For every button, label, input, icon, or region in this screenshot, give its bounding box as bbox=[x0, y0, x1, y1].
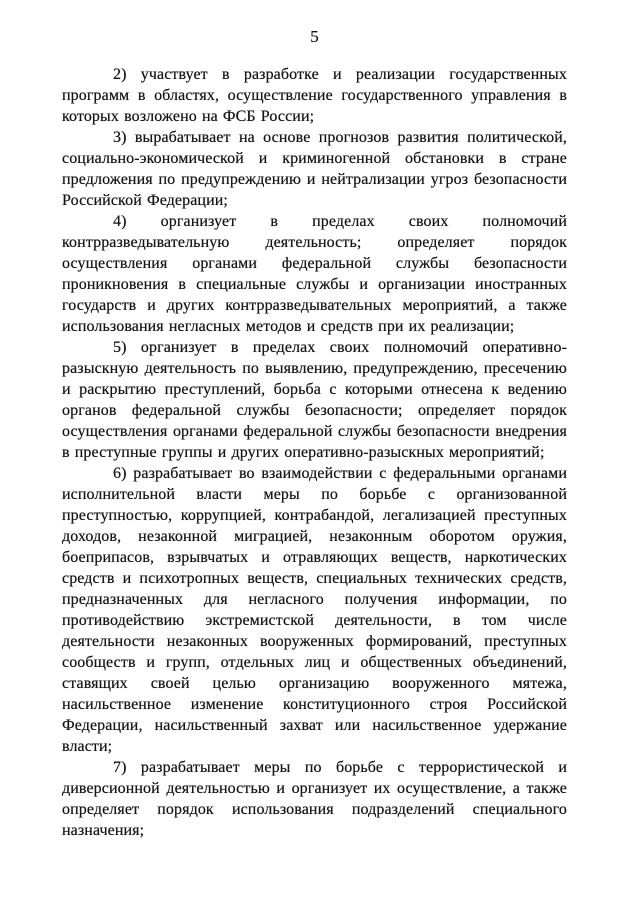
paragraph-item-3: 3) вырабатывает на основе прогнозов развития политической, социально-экономической и криминогенной обстановки в стране предложения по предупреждению и нейтрализации угроз безопасности Российской Федерации; bbox=[62, 129, 567, 209]
paragraph-item-4: 4) организует в пределах своих полномочий контрразведывательную деятельность; определяет порядок осуществления органами федеральной службы безопасности проникновения в специальные службы и организации иностранных государств и других контрразведывательных мероприятий, а также использования негласных методов и средств при их реализации; bbox=[62, 213, 567, 335]
page-number: 5 bbox=[310, 27, 319, 46]
paragraph-item-2: 2) участвует в разработке и реализации государственных программ в областях, осуществление государственного управления в которых возложено на ФСБ России; bbox=[62, 66, 567, 125]
document-body bbox=[62, 64, 567, 841]
paragraph-item-5: 5) организует в пределах своих полномочий оперативно-разыскную деятельность по выявлению, предупреждению, пресечению и раскрытию преступлений, борьба с которыми отнесена к ведению органов федеральной службы безопасности; определяет порядок осуществления органами федеральной службы безопасности внедрения в преступные группы и других оперативно-разыскных мероприятий; bbox=[62, 339, 567, 461]
paragraph-item-6: 6) разрабатывает во взаимодействии с федеральными органами исполнительной власти меры по борьбе с организованной преступностью, коррупцией, контрабандой, легализацией преступных доходов, незаконной миграцией, незаконным оборотом оружия, боеприпасов, взрывчатых и отравляющих веществ, наркотических средств и психотропных веществ, специальных технических средств, предназначенных для негласного получения информации, по противодействию экстремистской деятельности, в том числе деятельности незаконных вооруженных формирований, преступных сообществ и групп, отдельных лиц и общественных объединений, ставящих своей целью организацию вооруженного мятежа, насильственное изменение конституционного строя Российской Федерации, насильственный захват или насильственное удержание власти; bbox=[62, 465, 567, 755]
paragraph-item-7: 7) разрабатывает меры по борьбе с террористической и диверсионной деятельностью и организует их осуществление, а также определяет порядок использования подразделений специального назначения; bbox=[62, 759, 567, 839]
